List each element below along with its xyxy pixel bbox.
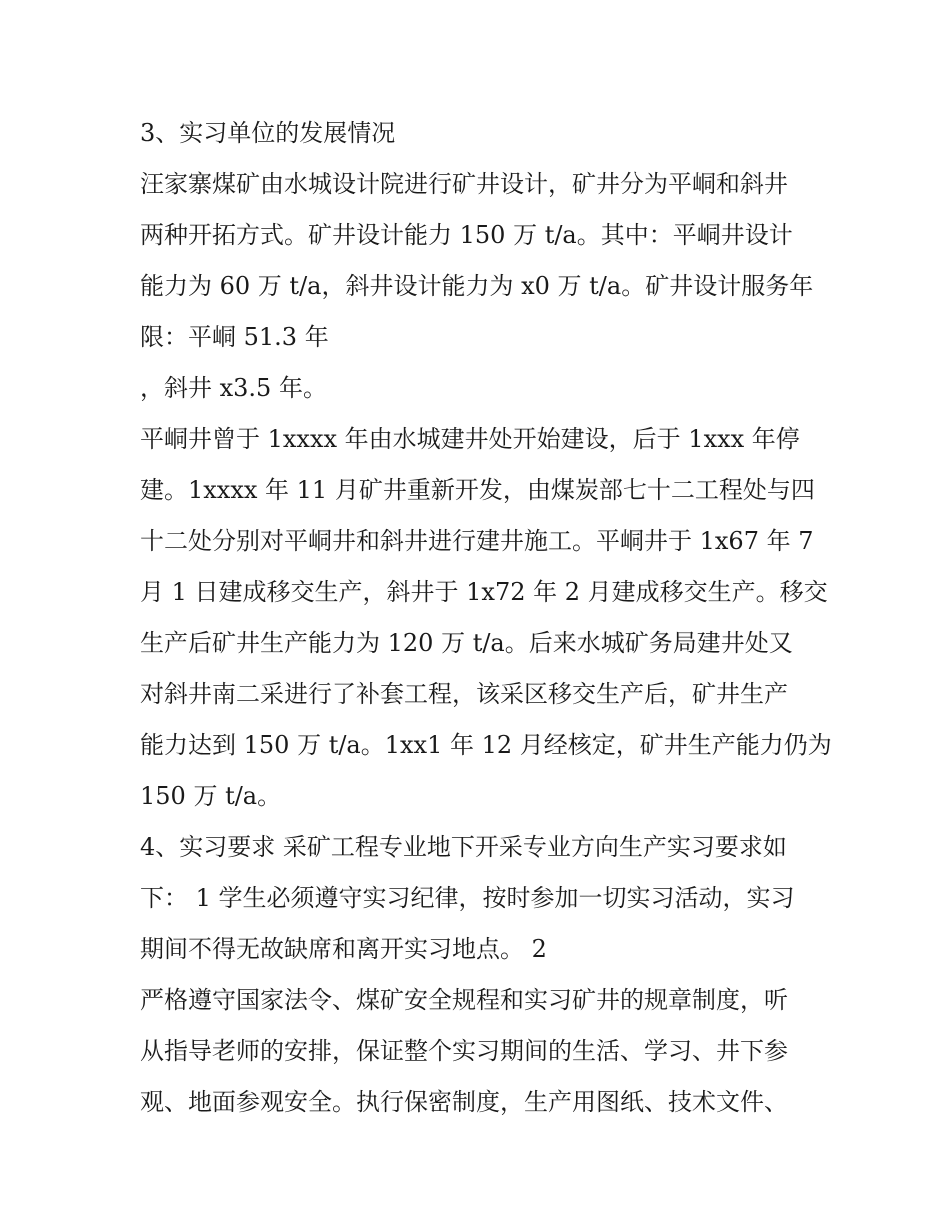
text-line: 观、地面参观安全。执行保密制度，生产用图纸、技术文件、 [140,1088,788,1116]
text-line: 期间不得无故缺席和离开实习地点。 2 [140,935,547,963]
section-heading-3: 3、实习单位的发展情况 [140,119,396,147]
text-line: 两种开拓方式。矿井设计能力 150 万 t/a。其中：平峒井设计 [140,221,793,249]
text-line: 能力达到 150 万 t/a。1xx1 年 12 月经核定，矿井生产能力仍为 [140,731,832,759]
text-line: 从指导老师的安排，保证整个实习期间的生活、学习、井下参 [140,1037,788,1065]
text-line: 十二处分别对平峒井和斜井进行建井施工。平峒井于 1x67 年 7 [140,527,814,555]
text-line: 150 万 t/a。 [140,782,282,810]
text-line: 建。1xxxx 年 11 月矿井重新开发，由煤炭部七十二工程处与四 [140,476,815,504]
body-text [140,108,832,1128]
text-line: 能力为 60 万 t/a，斜井设计能力为 x0 万 t/a。矿井设计服务年 [140,272,814,300]
text-line: 对斜井南二采进行了补套工程，该采区移交生产后，矿井生产 [140,680,788,708]
text-line: 月 1 日建成移交生产，斜井于 1x72 年 2 月建成移交生产。移交 [140,578,828,606]
text-line: 平峒井曾于 1xxxx 年由水城建井处开始建设，后于 1xxx 年停 [140,425,800,453]
text-line: 限：平峒 51.3 年 [140,323,329,351]
section-heading-4: 4、实习要求 采矿工程专业地下开采专业方向生产实习要求如 [140,833,787,861]
text-line: 下： 1 学生必须遵守实习纪律，按时参加一切实习活动，实习 [140,884,795,912]
text-line: ，斜井 x3.5 年。 [140,374,327,402]
text-line: 生产后矿井生产能力为 120 万 t/a。后来水城矿务局建井处又 [140,629,793,657]
text-line: 汪家寨煤矿由水城设计院进行矿井设计，矿井分为平峒和斜井 [140,170,788,198]
text-line: 严格遵守国家法令、煤矿安全规程和实习矿井的规章制度，听 [140,986,788,1014]
